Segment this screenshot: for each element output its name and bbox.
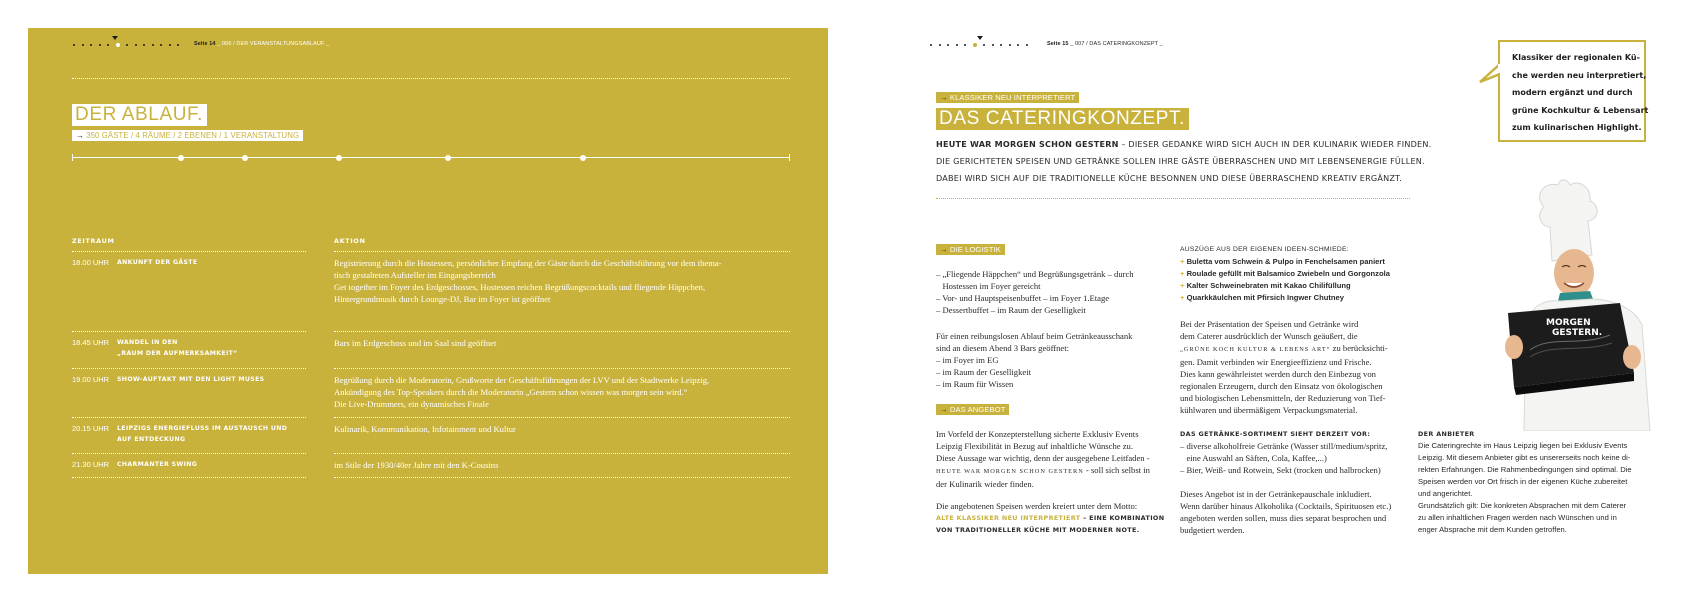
list-item: – „Fliegende Häppchen“ und Begrüßungsgetränk – durch xyxy=(936,269,1134,279)
drinks-paragraph xyxy=(1180,488,1391,536)
page-number: Seite 14 xyxy=(194,41,216,47)
drinks-heading: DAS GETRÄNKE-SORTIMENT SIEHT DERZEIT VOR: xyxy=(1180,430,1371,438)
divider xyxy=(334,477,790,478)
action-line: Hintergrundmusik durch Lounge-DJ, Bar im Foyer ist geöffnet xyxy=(334,294,551,304)
arrow-right-icon: → xyxy=(940,93,948,102)
action-line: tisch gestalteten Aufsteller im Eingangsbereich xyxy=(334,270,496,280)
row-time: 20.15 UHR xyxy=(72,424,110,433)
text-line xyxy=(1180,342,1388,356)
arrow-right-icon: → xyxy=(940,245,948,254)
row-name: CHARMANTER SWING xyxy=(117,461,198,468)
text-line: Für einen reibungslosen Ablauf beim Getränkeausschank xyxy=(936,331,1133,341)
divider xyxy=(72,477,306,478)
divider xyxy=(72,331,306,332)
text-line: budgetiert werden. xyxy=(1180,525,1245,535)
divider xyxy=(334,417,790,418)
name-line: WANDEL IN DEN xyxy=(117,339,178,346)
item-text: Buletta vom Schwein & Pulpo in Fenchelsamen paniert xyxy=(1186,257,1385,266)
text-line xyxy=(936,464,1150,478)
text-line: angeboten werden sollen, muss dies separat besprochen und xyxy=(1180,513,1387,523)
motto-caps: HEUTE WAR MORGEN SCHON GESTERN xyxy=(936,468,1084,475)
row-action: Kulinarik, Kommunikation, Infotainment und Kultur xyxy=(334,424,516,434)
page-nav-dots xyxy=(73,43,179,47)
divider xyxy=(72,417,306,418)
divider xyxy=(936,198,1410,199)
page-label xyxy=(1047,41,1163,47)
text-line: Diese Aussage war wichtig, denn der ausgegebene Leitfaden - xyxy=(936,453,1150,463)
divider xyxy=(334,453,790,454)
name-line: AUF ENTDECKUNG xyxy=(117,436,186,443)
name-line: LEIPZIGS ENERGIEFLUSS IM AUSTAUSCH UND xyxy=(117,425,288,432)
text-line: – im Raum für Wissen xyxy=(936,379,1014,389)
divider xyxy=(72,453,306,454)
row-action: Bars im Erdgeschoss und im Saal sind geöffnet xyxy=(334,338,497,348)
plus-icon: + xyxy=(1180,293,1185,302)
list-item: – diverse alkoholfreie Getränke (Wasser still/medium/spritz, xyxy=(1180,441,1388,451)
speech-line: Klassiker der regionalen Kü- xyxy=(1512,53,1640,62)
list-item xyxy=(1180,256,1390,268)
column-header-action: AKTION xyxy=(334,237,366,245)
list-item: – Vor- und Hauptspeisenbuffet – im Foyer 1.Etage xyxy=(936,293,1110,303)
motto-text: VON TRADITIONELLER KÜCHE MIT MODERNER NOTE. xyxy=(936,526,1140,534)
section-tag-angebot xyxy=(936,404,1009,415)
nav-marker-icon xyxy=(977,36,983,40)
plus-icon: + xyxy=(1180,269,1185,278)
text-line: Die Cateringrechte im Haus Leipzig liegen bei Exklusiv Events xyxy=(1418,441,1628,450)
motto-text: – EINE KOMBINATION xyxy=(1080,514,1165,522)
action-line: Die Live-Drummers, ein dynamisches Finale xyxy=(334,399,489,409)
action-line: Ankündigung des Top-Speakers durch die Moderatorin „Gestern schon wissen was morgen sein wird.“ xyxy=(334,387,688,397)
text-line: – im Foyer im EG xyxy=(936,355,999,365)
presentation-paragraph xyxy=(1180,318,1388,416)
motto-statement xyxy=(936,512,1164,536)
list-item: eine Auswahl an Säften, Cola, Kaffee,...) xyxy=(1180,453,1327,463)
row-time: 19.00 UHR xyxy=(72,375,110,384)
row-name xyxy=(117,337,238,359)
text-line: Dieses Angebot ist in der Getränkepauschale inkludiert. xyxy=(1180,489,1372,499)
list-item xyxy=(1180,280,1390,292)
row-time: 18.45 UHR xyxy=(72,338,110,347)
text-line: sind an diesem Abend 3 Bars geöffnet: xyxy=(936,343,1070,353)
text-line: der Kulinarik wieder finden. xyxy=(936,479,1034,489)
text-line: und biologischen Lebensmitteln, der Reduzierung von Tief- xyxy=(1180,393,1386,403)
timeline-node xyxy=(178,155,184,161)
page-label xyxy=(194,41,329,47)
speech-text xyxy=(1512,49,1648,137)
row-name xyxy=(117,423,287,445)
text-line: und angerichtet. xyxy=(1418,489,1473,498)
intro-line: DABEI WIRD SICH AUF DIE TRADITIONELLE KÜCHE BESONNEN UND DIESE ÜBERRASCHEND KREATIV ERGÄNZT. xyxy=(936,173,1403,183)
section-tag-logistik xyxy=(936,244,1005,255)
item-text: Quarkkäulchen mit Pfirsich Ingwer Chutney xyxy=(1186,293,1344,302)
page-number: Seite 15 xyxy=(1047,41,1069,47)
text-line: Im Vorfeld der Konzepterstellung sicherte Exklusiv Events xyxy=(936,429,1139,439)
timeline-node xyxy=(580,155,586,161)
list-item: – Bier, Weiß- und Rotwein, Sekt (trocken und halbrocken) xyxy=(1180,465,1381,475)
list-item: – Dessertbuffet – im Raum der Geselligkeit xyxy=(936,305,1086,315)
speech-line: che werden neu interpretiert, xyxy=(1512,70,1647,80)
angebot-paragraph xyxy=(936,428,1150,490)
box-logo-line: GESTERN. xyxy=(1552,328,1603,338)
intro-bold: HEUTE WAR MORGEN SCHON GESTERN xyxy=(936,139,1119,149)
text-line: Grundsätzlich gilt: Die konkreten Absprachen mit dem Caterer xyxy=(1418,501,1627,510)
text-run: zu berücksichti- xyxy=(1330,343,1388,353)
row-action xyxy=(334,257,722,305)
ideas-heading: AUSZÜGE AUS DER EIGENEN IDEEN-SCHMIEDE: xyxy=(1180,246,1349,253)
row-name: ANKUNFT DER GÄSTE xyxy=(117,259,198,266)
name-line: „RAUM DER AUFMERKSAMKEIT“ xyxy=(117,350,238,357)
drinks-list xyxy=(1180,440,1387,476)
page-title: DER ABLAUF. xyxy=(72,104,207,126)
box-logo-line: MORGEN xyxy=(1546,318,1591,328)
page-subtitle xyxy=(72,130,303,141)
divider xyxy=(72,78,790,79)
text-line: rekten Erfahrungen. Die Rahmenbedingungen sind optimal. Die xyxy=(1418,465,1632,474)
page-section: _ 007 / DAS CATERINGKONZEPT _ xyxy=(1070,41,1163,47)
text-line: gen. Damit verbinden wir Energieeffizienz und Frische. xyxy=(1180,357,1372,367)
row-action: im Stile der 1930/40er Jahre mit den K-Cousins xyxy=(334,460,499,470)
page-nav-dots xyxy=(930,43,1028,47)
row-time: 21.30 UHR xyxy=(72,460,110,469)
provider-heading: DER ANBIETER xyxy=(1418,430,1475,438)
item-text: Roulade gefüllt mit Balsamico Zwiebeln und Gorgonzola xyxy=(1186,269,1390,278)
gift-box xyxy=(1508,303,1634,395)
divider xyxy=(72,368,306,369)
text-line: – im Raum der Geselligkeit xyxy=(936,367,1031,377)
speech-tail-cover xyxy=(1498,64,1501,73)
intro-text: – DIESER GEDANKE WIRD SICH AUCH IN DER KULINARIK WIEDER FINDEN. xyxy=(1118,139,1432,149)
kicker-tag xyxy=(936,92,1079,103)
timeline-node xyxy=(445,155,451,161)
divider xyxy=(334,331,790,332)
logistik-list xyxy=(936,268,1134,316)
plus-icon: + xyxy=(1180,257,1185,266)
timeline-node xyxy=(336,155,342,161)
list-item xyxy=(1180,292,1390,304)
tag-text: DAS ANGEBOT xyxy=(949,405,1006,414)
text-run: - soll sich selbst in xyxy=(1083,465,1150,475)
speech-line: grüne Kochkultur & Lebensart xyxy=(1512,105,1649,115)
text-line: kühlwaren und übermäßigem Verpackungsmaterial. xyxy=(1180,405,1358,415)
divider xyxy=(334,251,790,252)
tag-text: DIE LOGISTIK xyxy=(949,245,1001,254)
divider xyxy=(334,368,790,369)
row-name: SHOW-AUFTAKT MIT DEN LIGHT MUSES xyxy=(117,376,265,383)
speech-bubble xyxy=(1498,40,1649,142)
arrow-right-icon: → xyxy=(940,405,948,414)
motto-line: Die angebotenen Speisen werden kreiert unter dem Motto: xyxy=(936,501,1138,511)
arrow-right-icon: → xyxy=(76,131,84,140)
text-line: zu allen inhaltlichen Fragen werden nach Wünschen und in xyxy=(1418,513,1617,522)
action-line: Begrüßung durch die Moderatorin, Grußworte der Geschäftsführungen der LVV und der Stadtwerke Leipzig, xyxy=(334,375,710,385)
timeline-node xyxy=(242,155,248,161)
column-header-time: ZEITRAUM xyxy=(72,237,115,245)
page-title: DAS CATERINGKONZEPT. xyxy=(936,108,1189,130)
intro-line: DIE GERICHTETEN SPEISEN UND GETRÄNKE SOLLEN IHRE GÄSTE ÜBERRASCHEN UND MIT LEBENSENERGIE FÜLLEN. xyxy=(936,156,1425,166)
text-line: Speisen werden vor Ort frisch in der eigenen Küche zubereitet xyxy=(1418,477,1628,486)
text-line: dem Caterer ausdrücklich der Wunsch geäußert, die xyxy=(1180,331,1358,341)
action-line: Get together im Foyer des Erdgeschosses, Hostessen reichen Begrüßungscocktails und fliegende Häppchen, xyxy=(334,282,706,292)
caps-run: „GRÜNE KOCH KULTUR & LEBENS ART“ xyxy=(1180,346,1331,353)
text-line: Dies kann gewährleistet werden durch den Einbezug von xyxy=(1180,369,1376,379)
provider-paragraph xyxy=(1418,440,1632,536)
nav-marker-icon xyxy=(112,36,118,40)
row-action xyxy=(334,374,709,410)
text-line: Wenn darüber hinaus Alkoholika (Cocktails, Spirituosen etc.) xyxy=(1180,501,1392,511)
divider xyxy=(72,251,306,252)
speech-line: modern ergänzt und durch xyxy=(1512,88,1633,97)
text-line: Bei der Präsentation der Speisen und Getränke wird xyxy=(1180,319,1359,329)
subtitle-text: 350 GÄSTE / 4 RÄUME / 2 EBENEN / 1 VERANSTALTUNG xyxy=(86,131,300,140)
speech-line: zum kulinarischen Highlight. xyxy=(1512,123,1642,132)
text-line: Leipzig. Mit diesem Anbieter gibt es unsererseits noch keine di- xyxy=(1418,453,1631,462)
chef-illustration xyxy=(1500,175,1656,431)
kicker-text: KLASSIKER NEU INTERPRETIERT xyxy=(949,93,1076,102)
left-page xyxy=(28,28,828,574)
plus-icon: + xyxy=(1180,281,1185,290)
intro-line xyxy=(936,138,1431,150)
motto-gold: ALTE KLASSIKER NEU INTERPRETIERT xyxy=(936,514,1081,522)
text-line: regionalen Erzeugern, durch den Einsatz von ökologischen xyxy=(1180,381,1383,391)
row-time: 18.00 UHR xyxy=(72,258,110,267)
text-line: Leipzig Flexibilität in Bezug auf inhaltliche Wünsche zu. xyxy=(936,441,1133,451)
bars-paragraph xyxy=(936,330,1132,390)
page-section: _ 006 / DER VERANSTALTUNGSABLAUF _ xyxy=(217,41,330,47)
ideas-list xyxy=(1180,256,1390,304)
list-item xyxy=(1180,268,1390,280)
item-text: Kalter Schweinebraten mit Kakao Chilifüllung xyxy=(1186,281,1351,290)
action-line: Registrierung durch die Hostessen, persönlicher Empfang der Gäste durch die Geschäftsführung vor dem thema- xyxy=(334,258,722,268)
list-item: Hostessen im Foyer gereicht xyxy=(936,281,1041,291)
text-line: enger Absprache mit dem Kunden getroffen. xyxy=(1418,525,1567,534)
timeline-bar xyxy=(72,154,790,162)
